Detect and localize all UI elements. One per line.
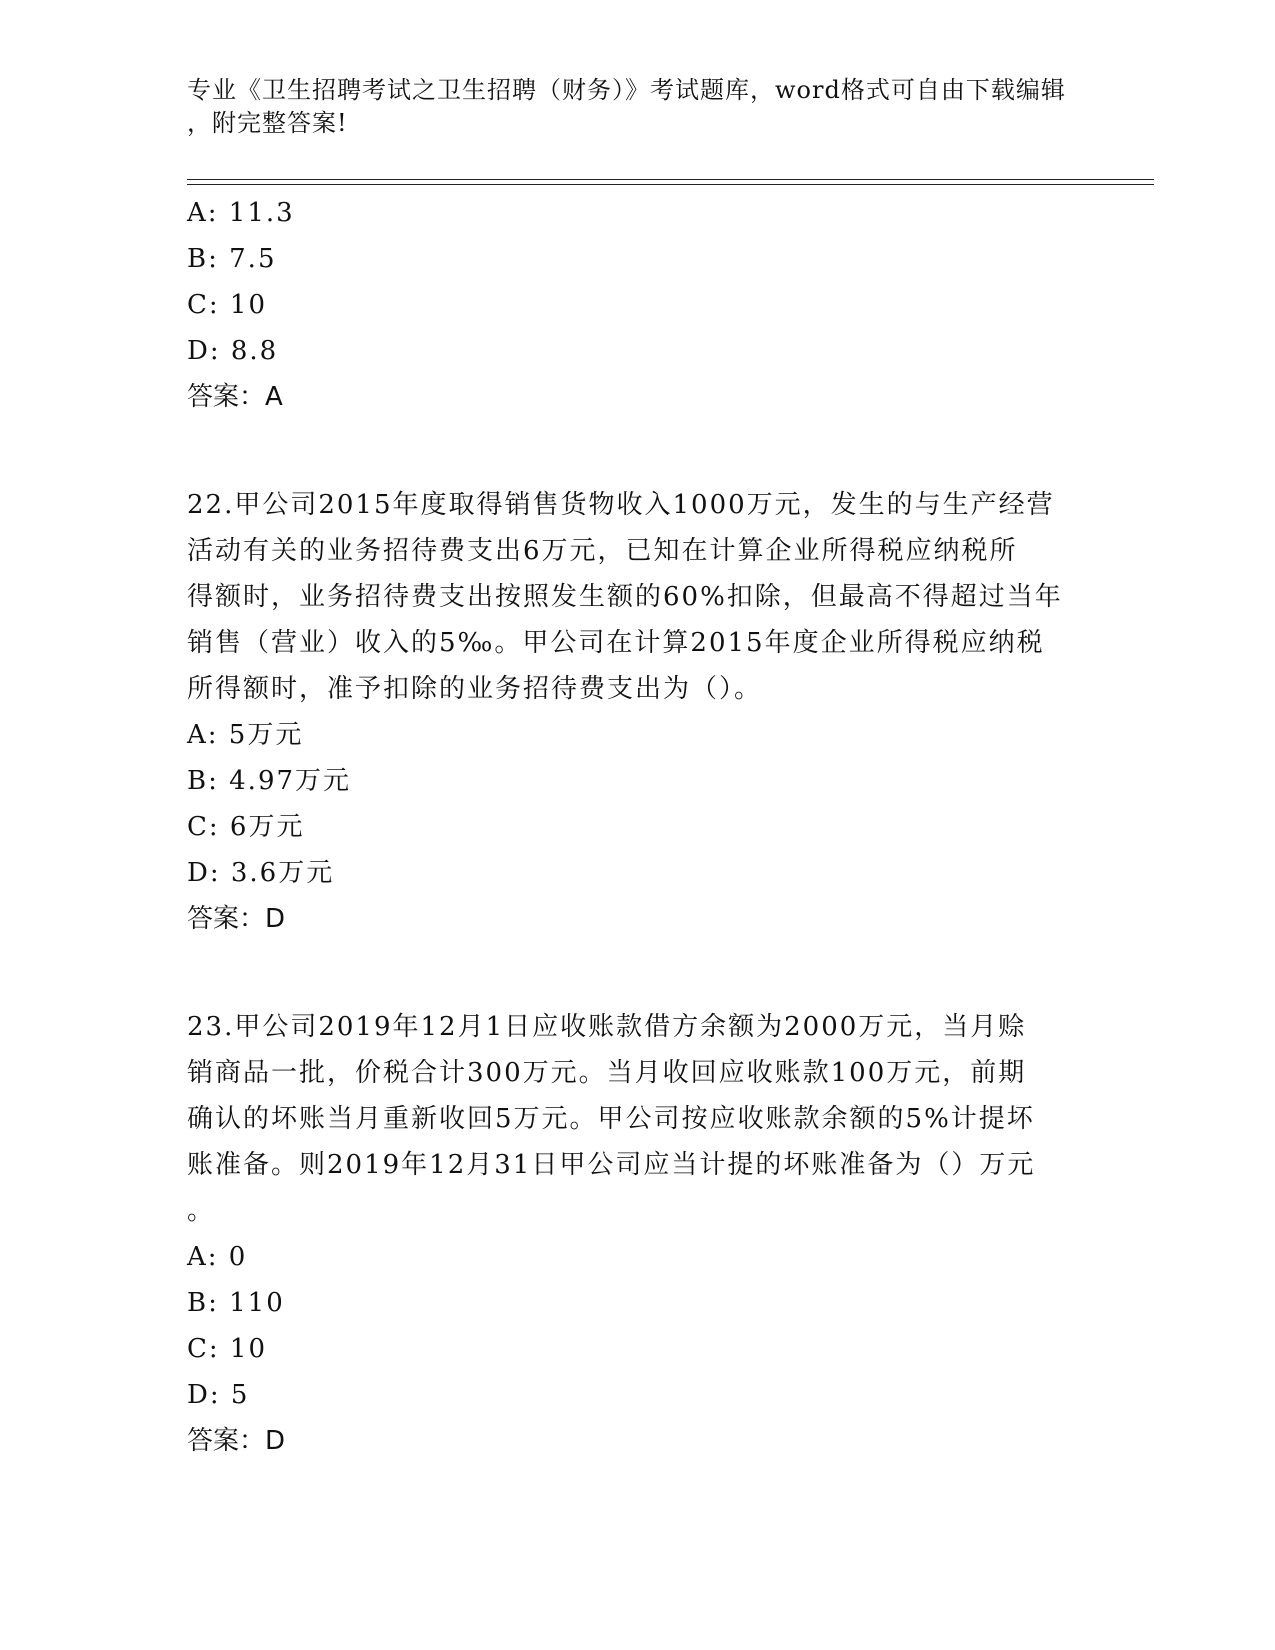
- question-text-line: 确认的坏账当月重新收回5万元。甲公司按应收账款余额的5%计提坏: [187, 1104, 1035, 1134]
- question-text-line: 得额时，业务招待费支出按照发生额的60%扣除，但最高不得超过当年: [187, 582, 1063, 612]
- option-c: C: 10: [187, 290, 268, 320]
- option-c: C: 6万元: [187, 812, 305, 842]
- option-d: D: 5: [187, 1380, 250, 1410]
- option-a: A: 0: [187, 1242, 248, 1272]
- question-23: [187, 1004, 1087, 1464]
- question-text-line: 销商品一批，价税合计300万元。当月收回应收账款100万元，前期: [187, 1058, 1027, 1088]
- question-text-line: 23.甲公司2019年12月1日应收账款借方余额为2000万元，当月赊: [187, 1012, 1027, 1042]
- header-divider-bottom: [187, 184, 1154, 185]
- question-text-line: 销售（营业）收入的5‰。甲公司在计算2015年度企业所得税应纳税: [187, 628, 1045, 658]
- question-text-line: 所得额时，准予扣除的业务招待费支出为（）。: [187, 674, 763, 704]
- header-title-line-2: ，附完整答案!: [187, 109, 348, 137]
- question-text-line: 账准备。则2019年12月31日甲公司应当计提的坏账准备为（）万元: [187, 1150, 1036, 1180]
- question-text-line: 活动有关的业务招待费支出6万元，已知在计算企业所得税应纳税所: [187, 536, 1018, 566]
- question-spacer: [187, 942, 1087, 1004]
- option-b: B: 110: [187, 1288, 285, 1318]
- answer-line: 答案：A: [187, 382, 283, 412]
- header-divider-top: [187, 179, 1154, 180]
- question-text-line: 。: [187, 1196, 216, 1226]
- option-a: A: 11.3: [187, 198, 295, 228]
- header-title-line-1: 专业《卫生招聘考试之卫生招聘（财务）》考试题库，word格式可自由下载编辑: [187, 76, 1066, 104]
- option-b: B: 4.97万元: [187, 766, 352, 796]
- answer-line: 答案：D: [187, 904, 286, 934]
- question-21: [187, 190, 1087, 420]
- option-b: B: 7.5: [187, 244, 277, 274]
- option-d: D: 8.8: [187, 336, 279, 366]
- option-c: C: 10: [187, 1334, 268, 1364]
- question-content: [187, 190, 1087, 1464]
- page-header: [187, 74, 1067, 140]
- question-22: [187, 482, 1087, 942]
- question-text-line: 22.甲公司2015年度取得销售货物收入1000万元，发生的与生产经营: [187, 490, 1055, 520]
- answer-line: 答案：D: [187, 1426, 286, 1456]
- option-d: D: 3.6万元: [187, 858, 335, 888]
- question-spacer: [187, 420, 1087, 482]
- option-a: A: 5万元: [187, 720, 304, 750]
